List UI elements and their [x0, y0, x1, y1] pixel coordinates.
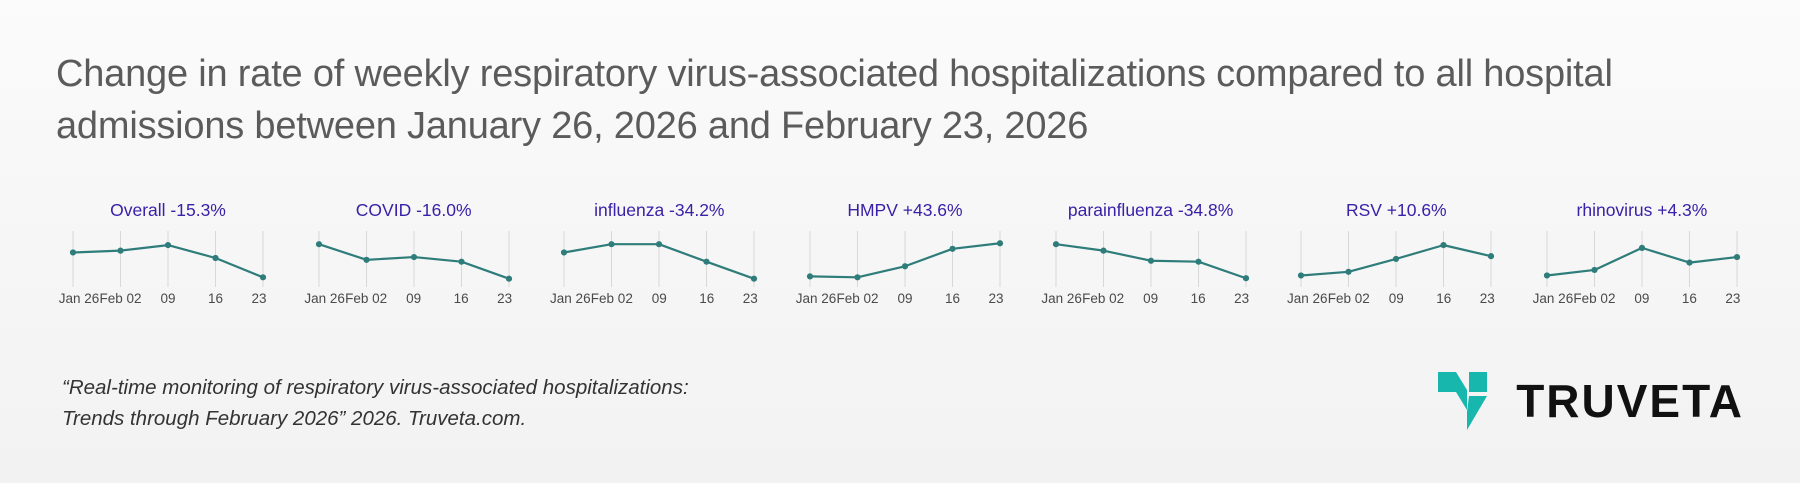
x-tick-label: 23	[497, 291, 513, 306]
x-tick-label: 09	[1388, 291, 1404, 306]
x-tick-label: Jan 26	[550, 291, 591, 306]
x-tick-label: Jan 26	[58, 291, 100, 306]
sparkline-chart-rsv	[1287, 227, 1505, 289]
truveta-logo-icon	[1436, 368, 1498, 434]
truveta-logo	[1436, 368, 1744, 434]
sparkline-x-axis-influenza	[550, 291, 768, 309]
sparkline-panel-covid	[296, 200, 532, 309]
sparkline-x-axis-parainfluenza	[1042, 291, 1260, 309]
source-citation	[62, 372, 689, 434]
sparkline-panel-rsv	[1278, 200, 1514, 309]
citation-line-1: “Real-time monitoring of respiratory virus-associated hospitalizations:	[62, 376, 689, 399]
x-tick-label: Feb 02	[590, 291, 633, 306]
sparkline-x-axis-hmpv	[796, 291, 1014, 309]
x-tick-label: 16	[944, 291, 960, 306]
sparkline-chart-covid	[305, 227, 523, 289]
sparkline-panel-hmpv	[787, 200, 1023, 309]
x-tick-label: Feb 02	[345, 291, 388, 306]
x-tick-label: 09	[651, 291, 667, 306]
x-tick-label: 16	[1681, 291, 1697, 306]
sparkline-chart-hmpv	[796, 227, 1014, 289]
sparkline-panel-rhinovirus	[1524, 200, 1760, 309]
sparkline-title-rhinovirus: rhinovirus +4.3%	[1576, 200, 1708, 220]
sparkline-title-parainfluenza: parainfluenza -34.8%	[1067, 200, 1234, 220]
sparkline-title-overall: Overall -15.3%	[110, 200, 226, 220]
citation-line-2: Trends through February 2026” 2026. Truveta.com.	[62, 407, 527, 431]
x-tick-label: 16	[207, 291, 224, 306]
x-tick-label: Jan 26	[1287, 291, 1328, 306]
x-tick-label: Jan 26	[1532, 291, 1574, 306]
x-tick-label: 23	[1234, 291, 1250, 306]
x-tick-label: 16	[1436, 291, 1452, 306]
x-tick-label: 16	[1190, 291, 1206, 306]
x-tick-label: Jan 26	[1041, 291, 1082, 306]
sparkline-panel-group	[50, 200, 1760, 309]
x-tick-label: 16	[699, 291, 715, 306]
sparkline-x-axis-rhinovirus	[1533, 291, 1751, 309]
sparkline-panel-overall	[50, 200, 286, 309]
x-tick-label: 23	[251, 291, 267, 306]
x-tick-label: 23	[742, 291, 758, 306]
x-tick-label: 23	[988, 291, 1004, 306]
sparkline-title-hmpv: HMPV +43.6%	[847, 200, 963, 220]
sparkline-panel-parainfluenza	[1033, 200, 1269, 309]
sparkline-x-axis-overall	[59, 291, 277, 309]
x-tick-label: Jan 26	[795, 291, 837, 306]
truveta-logo-text: TRUVETA	[1516, 375, 1744, 427]
x-tick-label: 09	[1143, 291, 1159, 306]
x-tick-label: 09	[897, 291, 913, 306]
sparkline-chart-overall	[59, 227, 277, 289]
sparkline-panel-influenza	[541, 200, 777, 309]
sparkline-x-axis-rsv	[1287, 291, 1505, 309]
sparkline-chart-rhinovirus	[1533, 227, 1751, 289]
x-tick-label: Feb 02	[99, 291, 142, 306]
sparkline-chart-influenza	[550, 227, 768, 289]
sparkline-x-axis-covid	[305, 291, 523, 309]
sparkline-chart-parainfluenza	[1042, 227, 1260, 289]
x-tick-label: 23	[1725, 291, 1741, 306]
x-tick-label: Feb 02	[1327, 291, 1370, 306]
sparkline-title-rsv: RSV +10.6%	[1345, 200, 1447, 220]
x-tick-label: Jan 26	[304, 291, 345, 306]
sparkline-title-covid: COVID -16.0%	[355, 200, 472, 220]
x-tick-label: 16	[453, 291, 469, 306]
x-tick-label: Feb 02	[1573, 291, 1616, 306]
sparkline-title-influenza: influenza -34.2%	[594, 200, 725, 220]
x-tick-label: 23	[1479, 291, 1495, 306]
x-tick-label: 09	[1634, 291, 1650, 306]
x-tick-label: 09	[160, 291, 176, 306]
x-tick-label: Feb 02	[836, 291, 879, 306]
x-tick-label: 09	[406, 291, 422, 306]
page-title: Change in rate of weekly respiratory virus-associated hospitalizations compared to all hospital admissions between January 26, 2026 and February 23, 2026	[56, 53, 1613, 148]
x-tick-label: Feb 02	[1082, 291, 1125, 306]
